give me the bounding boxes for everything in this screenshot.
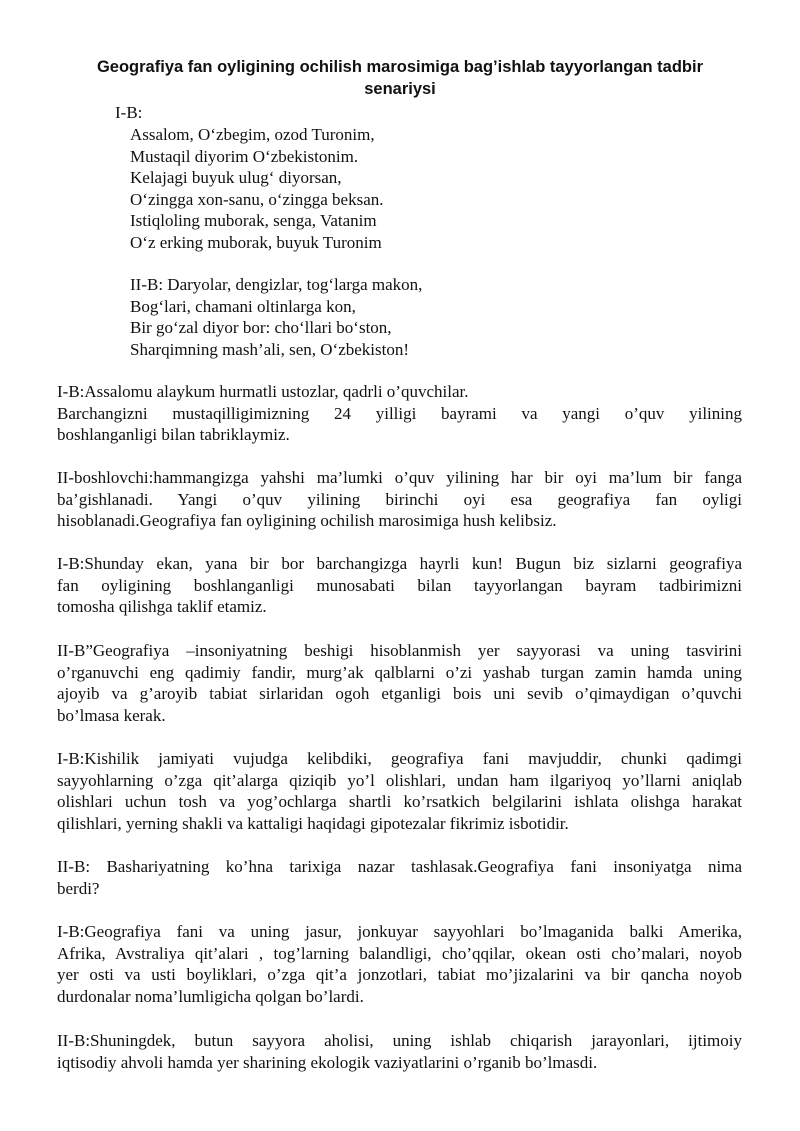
paragraph-line: sayyohlarning o’zga qit’alarga qiziqib yo’l olishlari, undan ham ilgariyoq yo’llarni aniqlab bbox=[57, 770, 742, 790]
poem-line: O‘zingga xon-sanu, o‘zingga beksan. bbox=[130, 189, 384, 209]
paragraph-line: I-B:Assalomu alaykum hurmatli ustozlar, qadrli o’quvchilar. bbox=[57, 382, 469, 401]
paragraph-line: ba’gishlanadi. Yangi o’quv yilining birinchi oyi esa geografiya fan oyligi bbox=[57, 489, 742, 509]
dialogue-paragraph bbox=[57, 553, 742, 618]
document-title: Geografiya fan oyligining ochilish marosimiga bag’ishlab tayyorlangan tadbir senariysi bbox=[96, 58, 704, 98]
paragraph-line: o’rganuvchi eng qadimiy fandir, murg’ak qalblarni o’zi yashab turgan zamin hamda uning bbox=[57, 662, 742, 682]
poem-line: Sharqimning mash’ali, sen, O‘zbekiston! bbox=[130, 339, 410, 359]
dialogue-paragraph bbox=[57, 856, 742, 899]
poem-line: Istiqloling muborak, senga, Vatanim bbox=[130, 211, 377, 230]
dialogue-paragraph bbox=[57, 381, 742, 446]
paragraph-line: I-B:Shunday ekan, yana bir bor barchangizga hayrli kun! Bugun biz sizlarni geografiya bbox=[57, 554, 742, 573]
poem-stanza-1 bbox=[130, 124, 384, 253]
paragraph-line: II-B: Bashariyatning ko’hna tarixiga nazar tashlasak.Geografiya fani insoniyatga nima bbox=[57, 857, 742, 876]
paragraph-line: yer osti va usti boyliklari, o’zga qit’a jonzotlari, tabiat mo’jizalarini va bir qancha noyob bbox=[57, 965, 742, 985]
paragraph-line: II-B:Shuningdek, butun sayyora aholisi, uning ishlab chiqarish jarayonlari, ijtimoiy bbox=[57, 1031, 742, 1050]
paragraph-line: berdi? bbox=[57, 878, 100, 898]
dialogue-paragraph bbox=[57, 467, 742, 532]
paragraph-line: fan oyligining boshlanganligi munosabati bilan tayyorlangan bayram tadbirimizni bbox=[57, 575, 742, 595]
dialogue-paragraph bbox=[57, 640, 742, 726]
paragraph-line: tomosha qilishga taklif etamiz. bbox=[57, 597, 267, 617]
paragraph-line: II-boshlovchi:hammangizga yahshi ma’lumki o’quv yilining har bir oyi ma’lum bir fanga bbox=[57, 468, 742, 487]
paragraph-line: boshlanganligi bilan tabriklaymiz. bbox=[57, 425, 290, 445]
paragraph-line: hisoblanadi.Geografiya fan oyligining ochilish marosimiga hush kelibsiz. bbox=[57, 511, 557, 531]
paragraph-line: I-B:Geografiya fani va uning jasur, jonkuyar sayyohlari bo’lmaganida balki Amerika, bbox=[57, 922, 742, 941]
paragraph-line: iqtisodiy ahvoli hamda yer sharining ekologik vaziyatlarini o’rganib bo’lmasdi. bbox=[57, 1052, 598, 1072]
poem-line: Assalom, O‘zbegim, ozod Turonim, bbox=[130, 125, 375, 144]
poem-stanza-2 bbox=[130, 274, 422, 360]
dialogue-paragraph bbox=[57, 748, 742, 834]
paragraph-line: bo’lmasa kerak. bbox=[57, 705, 166, 725]
paragraph-line: ajoyib va g’aroyib tabiat sirlaridan ogoh etganligi bois uni sevib o’qimaydigan o’quvchi bbox=[57, 684, 742, 704]
dialogue-paragraph bbox=[57, 921, 742, 1007]
poem-line: Bog‘lari, chamani oltinlarga kon, bbox=[130, 296, 356, 316]
paragraph-line: Afrika, Avstraliya qit’alari , tog’larning balandligi, cho’qqilar, okean osti cho’malari, noyob bbox=[57, 943, 742, 963]
paragraph-line: I-B:Kishilik jamiyati vujudga kelibdiki, geografiya fani mavjuddir, chunki qadimgi bbox=[57, 749, 742, 768]
paragraph-line: durdonalar noma’lumligicha qolgan bo’lardi. bbox=[57, 986, 364, 1006]
paragraph-line: Barchangizni mustaqilligimizning 24 yilligi bayrami va yangi o’quv yilining bbox=[57, 403, 742, 423]
paragraph-line: qilishlari, yerning shakli va kattaligi haqidagi gipotezalar fikrimiz isbotidir. bbox=[57, 813, 569, 833]
poem-line: Kelajagi buyuk ulug‘ diyorsan, bbox=[130, 168, 342, 187]
verse-speaker-label: I-B: bbox=[115, 103, 143, 122]
poem-line: O‘z erking muborak, buyuk Turonim bbox=[130, 232, 382, 252]
poem-line: Bir go‘zal diyor bor: cho‘llari bo‘ston, bbox=[130, 318, 392, 337]
poem-line: II-B: Daryolar, dengizlar, tog‘larga makon, bbox=[130, 275, 423, 294]
poem-line: Mustaqil diyorim O‘zbekistonim. bbox=[130, 146, 359, 166]
paragraph-line: olishlari uchun tosh va yog’ochlarga shartli ko’rsatkich belgilarini ishlata olishga harakat bbox=[57, 792, 742, 812]
paragraph-line: II-B”Geografiya –insoniyatning beshigi hisoblanmish yer sayyorasi va uning tasvirini bbox=[57, 641, 742, 660]
dialogue-paragraph bbox=[57, 1030, 742, 1073]
